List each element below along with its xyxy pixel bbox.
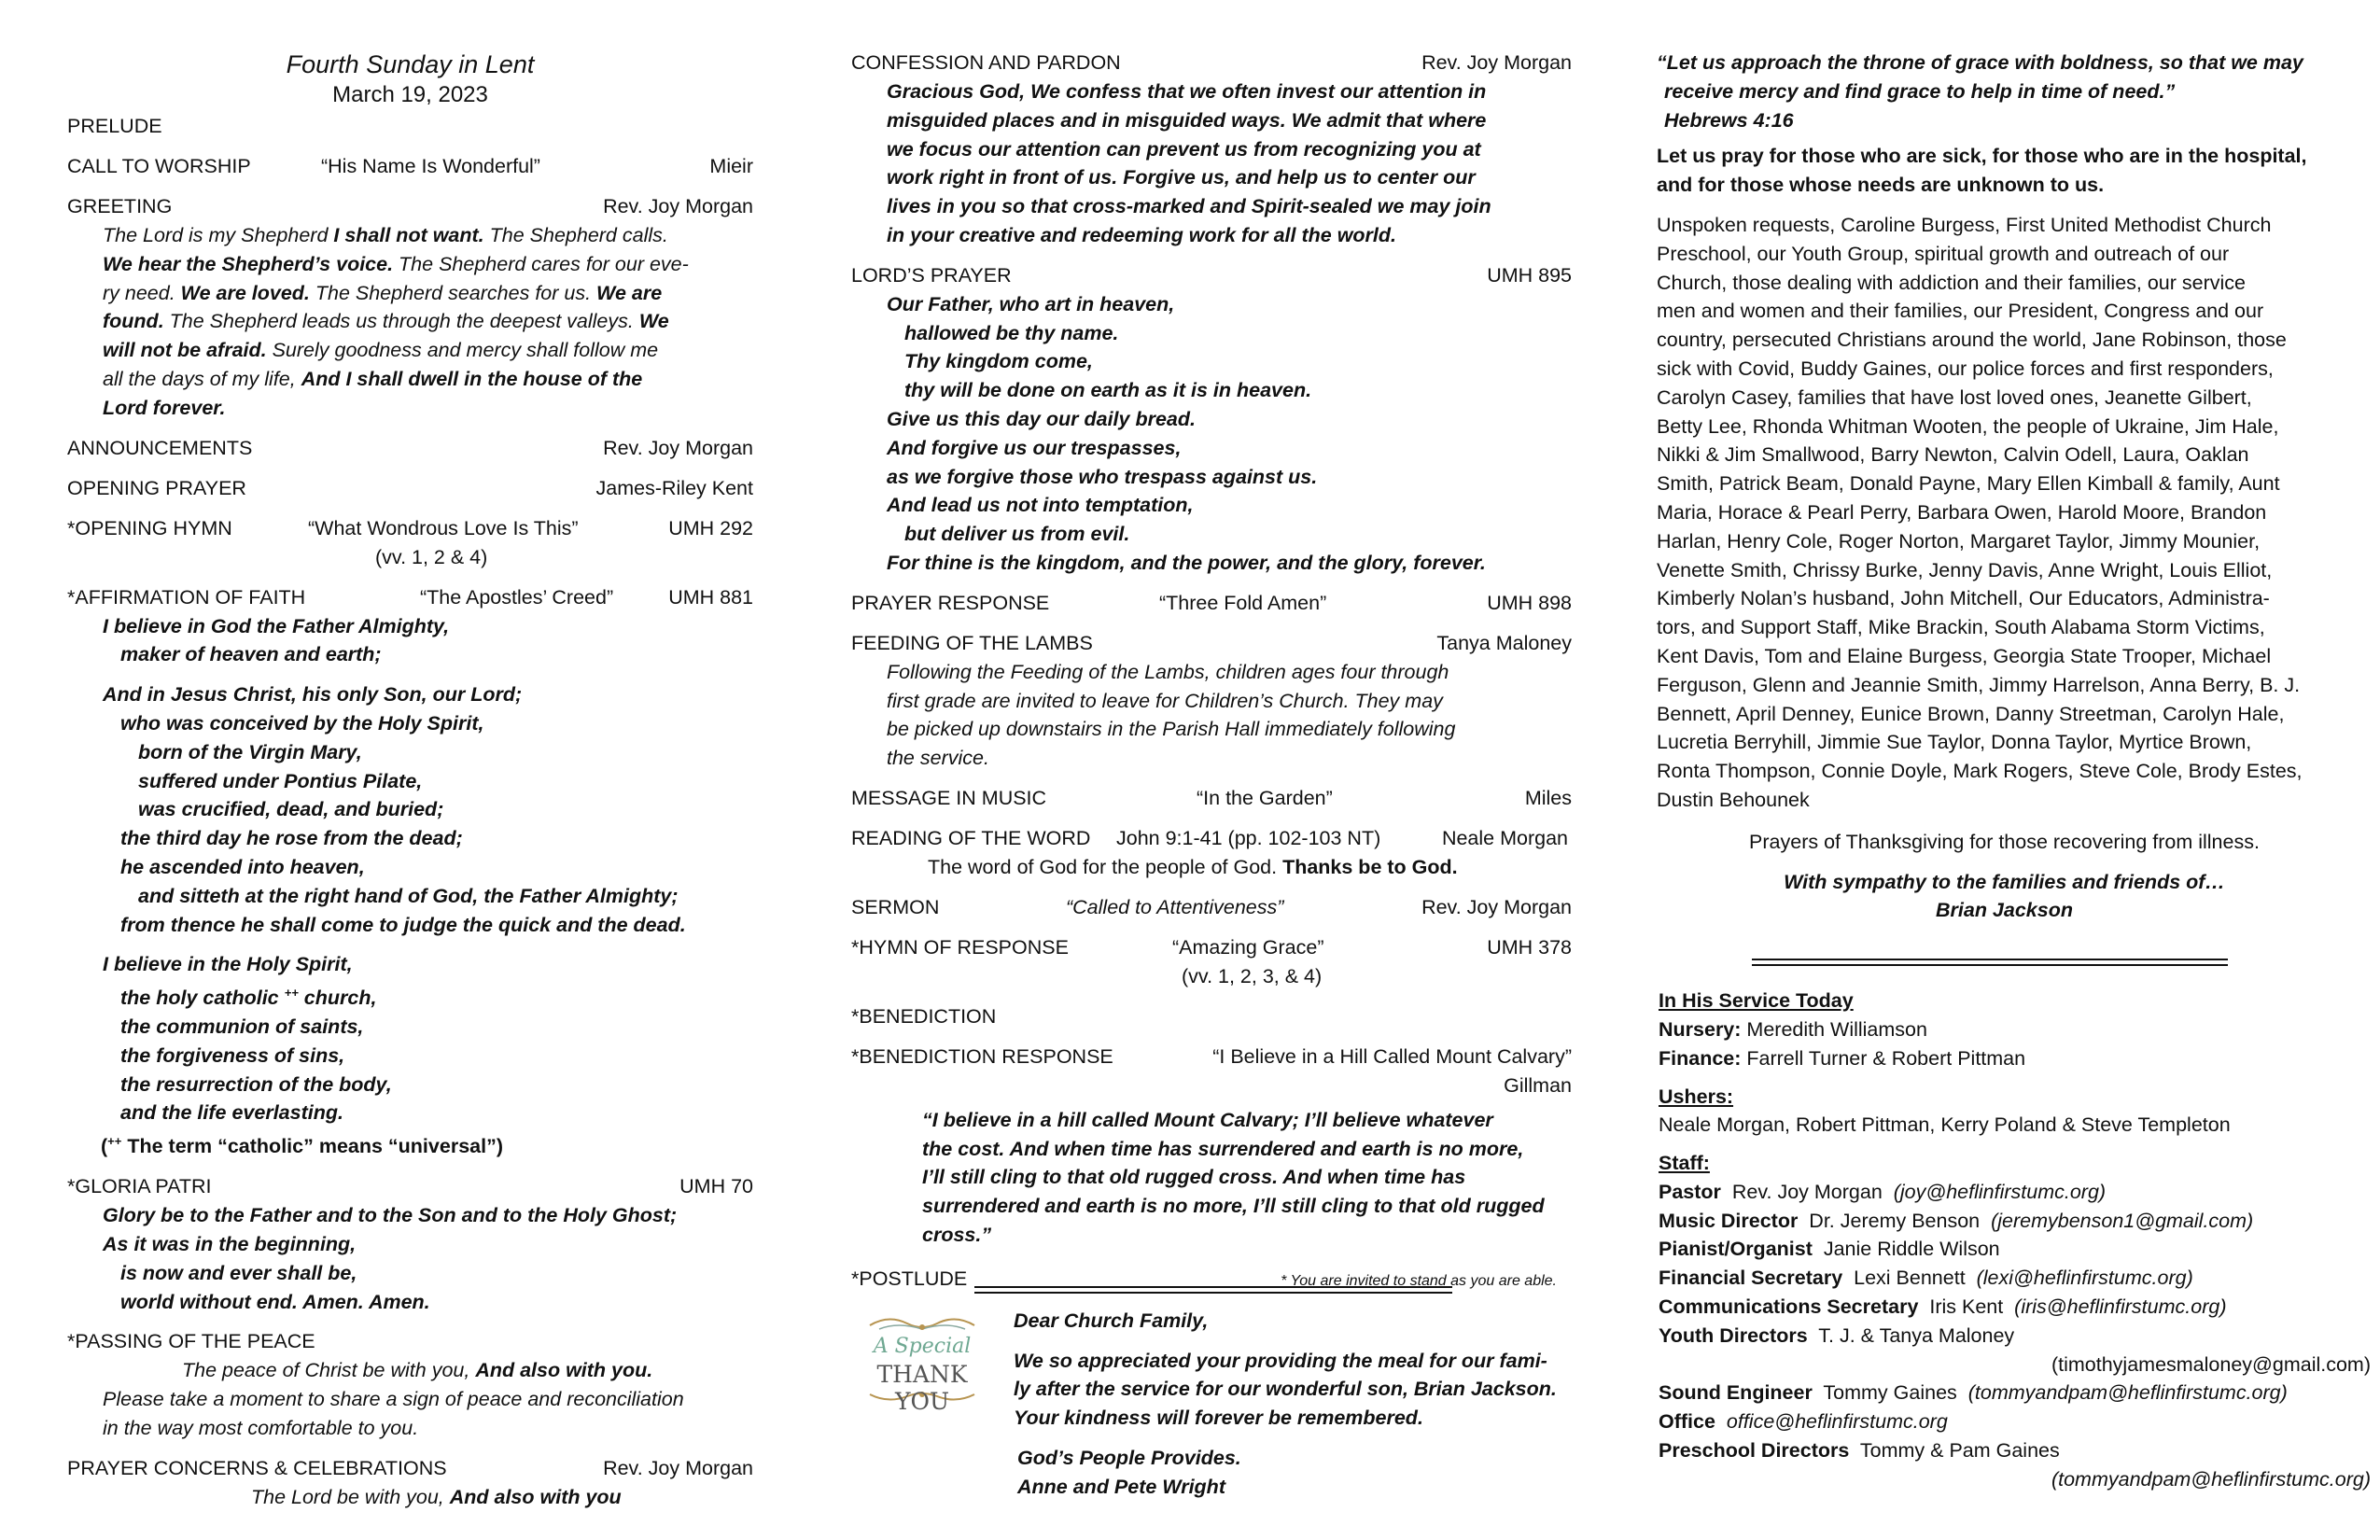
thank-you-logo [851,1312,993,1415]
opening-hymn-number: UMH 292 [668,516,753,539]
greeting-leader: Rev. Joy Morgan [603,195,753,217]
catholic-footnote [101,1127,753,1161]
greeting-responsive-text [103,221,753,423]
affirmation-row [67,583,753,612]
staff-name: Tommy & Pam Gaines [1849,1439,2060,1463]
staff-email: (lexi@heflinfirstumc.org) [1976,1267,2193,1290]
peace-line: in the way most comfortable to you. [103,1417,419,1440]
staff-role: Preschool Directors [1659,1439,1850,1463]
staff-role: Pastor [1659,1180,1721,1203]
response-text: Lord forever. [103,396,226,419]
prayer-line: Our Father, who art in heaven, [887,292,1175,315]
benediction-response-label: *BENEDICTION RESPONSE [851,1044,1113,1068]
staff-name: Lexi Bennett [1842,1267,1977,1290]
peace-label: *PASSING OF THE PEACE [67,1330,315,1353]
benediction-label: *BENEDICTION [851,1004,997,1028]
staff-name [1715,1410,1727,1433]
prayer-line: Thy kingdom come, [904,350,1093,373]
peace-line: Please take a moment to share a sign of peace and reconciliation [103,1388,684,1411]
prayer-and-staff-column [1657,49,2371,1494]
creed-line: the resurrection of the body, [120,1072,392,1096]
lyric-line: “I believe in a hill called Mount Calvary; I’ll believe whatever [922,1108,1493,1131]
affirmation-label: *AFFIRMATION OF FAITH [67,585,306,609]
prayer-line: For thine is the kingdom, and the power, and the glory, forever. [887,551,1486,574]
staff-line [1659,1436,2352,1465]
staff-email: (joy@heflinfirstumc.org) [1893,1180,2107,1203]
staff-role: Sound Engineer [1659,1381,1813,1405]
scripture-quote [1657,49,2352,134]
confession-leader: Rev. Joy Morgan [1421,51,1572,74]
confession-line: in your creative and redeeming work for all the world. [887,223,1396,246]
prayer-request-line: Kent Davis, Tom and Elaine Burgess, Georgia State Trooper, Michael [1657,644,2272,667]
logo-line-a: A Special [873,1334,972,1358]
lords-prayer-label: LORD’S PRAYER [851,263,1012,287]
prayer-line: thy will be done on earth as it is in heaven. [904,379,1312,402]
hymn-response-row [851,933,1572,962]
prayer-response-title: “Three Fold Amen” [1159,591,1327,614]
gloria-row [67,1172,753,1201]
confession-line: work right in front of us. Forgive us, and help us to center our [887,166,1476,189]
gloria-line: As it was in the beginning, [103,1233,357,1256]
prayer-request-line: Ferguson, Glenn and Jeannie Smith, Jimmy Harrelson, Anna Berry, B. J. [1657,673,2301,696]
creed-part-2 [103,680,753,939]
prayer-request-line: country, persecuted Christians around the world, Jane Robinson, those [1657,329,2287,352]
prelude-row [67,112,753,141]
staff-name: Tommy Gaines [1812,1381,1968,1405]
opening-prayer-row [67,474,753,503]
gloria-line: Glory be to the Father and to the Son and to the Holy Ghost; [103,1204,678,1227]
sympathy-line: With sympathy to the families and friends of… [1784,870,2225,893]
prayer-request-line: Ronta Thompson, Connie Doyle, Mark Rogers, Steve Cole, Brody Estes, [1657,760,2303,783]
greeting-line [103,279,753,308]
announcements-leader: Rev. Joy Morgan [603,436,753,459]
peace-row [67,1327,753,1356]
staff-role: Financial Secretary [1659,1267,1843,1290]
hymn-response-number: UMH 378 [1487,935,1572,959]
staff-line [1659,1293,2352,1322]
greeting-row [67,192,753,221]
feeding-lambs-row [851,629,1572,658]
response-text: I shall not want. [333,224,484,246]
leader-text: all the days of my life, [103,367,301,390]
prayer-response-row [851,589,1572,618]
staff-name: Iris Kent [1918,1295,2015,1319]
response-text: will not be afraid. [103,339,267,362]
staff-role: Office [1659,1410,1715,1434]
sermon-row [851,893,1572,922]
nursery-label: Nursery: [1659,1017,1742,1041]
finance-label: Finance: [1659,1046,1742,1070]
staff-line [1659,1235,2352,1264]
footnote-mark: ++ [107,1134,122,1149]
greeting-line [103,336,753,365]
thank-you-section [851,1307,1572,1521]
prayer-request-line: Nikki & Jim Smallwood, Barry Newton, Calvin Odell, Laura, Oaklan [1657,443,2249,467]
lords-prayer-text [887,290,1572,578]
prayer-concerns-row [67,1454,753,1483]
staff-email: office@heflinfirstumc.org [1726,1410,1948,1434]
prayer-request-line: tors, and Support Staff, Mike Brackin, South Alabama Storm Victims, [1657,616,2265,639]
prayer-line: but deliver us from evil. [904,523,1130,546]
lambs-line: first grade are invited to leave for Children’s Church. They may [887,689,1443,712]
gloria-line: is now and ever shall be, [120,1261,357,1284]
gloria-text [103,1201,753,1316]
call-to-worship-row [67,152,753,181]
creed-line: from thence he shall come to judge the quick and the dead. [120,913,686,936]
thanksgiving-line: Prayers of Thanksgiving for those recovering from illness. [1749,830,2260,853]
prayer-line: Give us this day our daily bread. [887,407,1196,430]
prayer-requests-list [1657,211,2352,815]
creed-line: the forgiveness of sins, [120,1043,345,1067]
prayer-request-line: Smith, Patrick Beam, Donald Payne, Mary Ellen Kimball & family, Aunt [1657,472,2280,496]
peace-call: The peace of Christ be with you, [182,1359,476,1382]
prayer-line: And lead us not into temptation, [887,494,1194,517]
reading-passage: John 9:1-41 (pp. 102-103 NT) [1116,826,1381,849]
peace-line [103,1356,753,1385]
benediction-response-title: “I Believe in a Hill Called Mount Calvary” [1212,1044,1572,1068]
reading-reader: Neale Morgan [1441,826,1568,849]
feeding-lambs-text [887,658,1572,773]
ushers-heading: Ushers: [1659,1085,1734,1108]
letter-greeting: Dear Church Family, [1014,1309,1209,1332]
opening-hymn-title: “What Wondrous Love Is This” [308,516,579,539]
creed-line: I believe in God the Father Almighty, [103,614,450,637]
staff-name: Rev. Joy Morgan [1720,1180,1894,1203]
staff-name: Dr. Jeremy Benson [1798,1209,1992,1232]
confession-line: Gracious God, We confess that we often invest our attention in [887,80,1487,103]
hymn-response-verses: (vv. 1, 2, 3, & 4) [1182,964,1323,987]
feeding-lambs-leader: Tanya Maloney [1436,631,1572,654]
message-music-composer: Miles [1524,786,1572,809]
prayer-request-line: Lucretia Berryhill, Jimmie Sue Taylor, Donna Taylor, Myrtice Brown, [1657,731,2252,754]
lyric-line: cross.” [922,1223,992,1246]
quote-line: receive mercy and find grace to help in time of need.” [1664,79,2176,103]
hymn-response-verses-row [851,962,1572,991]
leader-text: The Lord is my Shepherd [103,224,334,246]
prayer-intro-line: Let us pray for those who are sick, for those who are in the hospital, [1657,145,2307,168]
creed-line: was crucified, dead, and buried; [138,798,444,821]
benediction-response-composer: Gillman [1504,1073,1572,1097]
postlude-label: *POSTLUDE [851,1267,968,1290]
affirmation-number: UMH 881 [668,585,753,609]
staff-divider [1752,959,2228,966]
confession-line: misguided places and in misguided ways. We admit that where [887,108,1487,132]
staff-name: T. J. & Tanya Maloney [1807,1323,2015,1347]
thank-you-letter [1014,1307,1574,1502]
lords-prayer-number: UMH 895 [1487,263,1572,287]
creed-line: born of the Virgin Mary, [138,740,362,763]
feeding-lambs-label: FEEDING OF THE LAMBS [851,631,1093,654]
confession-text [887,77,1572,250]
nursery-line [1659,1015,2352,1044]
bulletin-title: Fourth Sunday in Lent [286,50,535,78]
staff-name: Janie Riddle Wilson [1812,1238,2000,1261]
calvary-lyrics [922,1106,1572,1250]
youth-email: (timothyjamesmaloney@gmail.com) [2051,1352,2371,1376]
greeting-line [103,365,753,394]
prayer-concerns-label: PRAYER CONCERNS & CELEBRATIONS [67,1456,447,1479]
prelude-label: PRELUDE [67,115,162,137]
staff-line [1659,1178,2352,1207]
confession-row [851,49,1572,77]
prayer-request-line: men and women and their families, our President, Congress and our [1657,300,2264,323]
staff-email: (tommyandpam@heflinfirstumc.org) [1967,1381,2288,1405]
confession-line: we focus our attention can prevent us from recognizing you at [887,137,1481,161]
creed-part-1 [103,612,753,670]
preschool-email: (tommyandpam@heflinfirstumc.org) [2051,1467,2371,1491]
greeting-line [103,250,753,279]
opening-hymn-verses: (vv. 1, 2 & 4) [375,545,488,568]
message-music-title: “In the Garden” [1197,786,1333,809]
sympathy-name: Brian Jackson [1936,899,2073,922]
opening-hymn-verses-row [67,543,753,572]
creed-line: he ascended into heaven, [120,855,365,878]
opening-prayer-label: OPENING PRAYER [67,476,246,499]
creed-line: who was conceived by the Holy Spirit, [120,711,484,735]
quote-line: “Let us approach the throne of grace with boldness, so that we may [1657,51,2303,74]
prayer-intro-line: and for those whose needs are unknown to us. [1657,174,2105,197]
creed-line: I believe in the Holy Spirit, [103,953,353,976]
prayer-request-line: Carolyn Casey, families that have lost loved ones, Jeanette Gilbert, [1657,385,2252,409]
prayer-line: hallowed be thy name. [904,321,1119,344]
gloria-number: UMH 70 [679,1175,753,1198]
footnote-text: The term “catholic” means “universal”) [121,1135,503,1158]
opening-hymn-row [67,514,753,543]
staff-line [1659,1207,2352,1236]
opening-prayer-leader: James-Riley Kent [595,476,753,499]
letter-line: We so appreciated your providing the meal for our fami- [1014,1349,1547,1372]
staff-email: (jeremybenson1@gmail.com) [1991,1209,2254,1232]
prayer-request-line: sick with Covid, Buddy Gaines, our police forces and first responders, [1657,357,2274,380]
catholic-footnote-mark: ++ [284,986,299,1001]
order-of-worship-column-2 [851,49,1572,1521]
staff-role: Communications Secretary [1659,1295,1919,1319]
prayer-request-line: Harlan, Henry Cole, Roger Norton, Margaret Taylor, Jimmy Mounier, [1657,529,2261,553]
creed-line: maker of heaven and earth; [120,643,382,666]
prayer-request-line: Bennett, April Denney, Eunice Brown, Danny Streetman, Carolyn Hale, [1657,702,2285,725]
nursery-value: Meredith Williamson [1741,1017,1927,1041]
letter-closing-1: God’s People Provides. [1017,1446,1241,1469]
response-text: We are loved. [180,281,310,304]
prayer-request-line: Betty Lee, Rhonda Whitman Wooten, the people of Ukraine, Jim Hale, [1657,414,2279,438]
response-text: found. [103,310,164,333]
creed-line: And in Jesus Christ, his only Son, our Lord; [103,683,523,707]
prayer-request-line: Preschool, our Youth Group, spiritual growth and outreach of our [1657,242,2230,265]
message-music-label: MESSAGE IN MUSIC [851,786,1047,809]
prayer-request-line: Unspoken requests, Caroline Burgess, First United Methodist Church [1657,213,2272,236]
quote-reference: Hebrews 4:16 [1664,108,1794,132]
leader-text: The Shepherd cares for our eve- [393,252,689,275]
leader-text: The Shepherd calls. [483,224,668,246]
finance-value: Farrell Turner & Robert Pittman [1741,1046,2026,1070]
hymn-response-title: “Amazing Grace” [1172,935,1324,959]
call-to-worship-composer: Mieir [709,155,753,177]
hymn-response-label: *HYMN OF RESPONSE [851,935,1069,959]
message-music-row [851,784,1572,813]
greeting-line [103,307,753,336]
sermon-title: “Called to Attentiveness” [1066,895,1284,918]
prayer-response-number: UMH 898 [1487,591,1572,614]
letter-closing-2: Anne and Pete Wright [1017,1475,1225,1498]
service-today [1657,987,2371,1494]
service-heading: In His Service Today [1659,989,1854,1013]
sermon-label: SERMON [851,895,940,918]
lyric-line: the cost. And when time has surrendered and earth is no more, [922,1137,1524,1160]
staff-role: Pianist/Organist [1659,1238,1813,1261]
prayer-line: as we forgive those who trespass against us. [887,465,1318,488]
reading-people-response: Thanks be to God. [1282,855,1458,878]
confession-label: CONFESSION AND PARDON [851,51,1121,74]
prayer-request-line: Church, those dealing with addiction and their families, our service [1657,271,2246,294]
staff-role: Youth Directors [1659,1323,1808,1347]
lyric-line: surrendered and earth is no more, I’ll still cling to that old rugged [922,1195,1545,1218]
creed-line: and the life everlasting. [120,1101,343,1125]
announcements-row [67,434,753,463]
logo-line-b: THANK YOU [876,1360,968,1415]
sermon-leader: Rev. Joy Morgan [1421,895,1572,918]
concerns-response: And also with you [449,1485,622,1508]
creed-part-3 [103,950,753,1127]
opening-hymn-label: *OPENING HYMN [67,516,232,539]
staff-role: Music Director [1659,1209,1799,1232]
prayer-concerns-text [251,1483,753,1512]
creed-line: and sitteth at the right hand of God, the Father Almighty; [138,884,679,907]
stand-note: * You are invited to stand as you are able. [1281,1272,1557,1289]
confession-line: lives in you so that cross-marked and Spirit-sealed we may join [887,195,1491,218]
ushers-names: Neale Morgan, Robert Pittman, Kerry Poland & Steve Templeton [1659,1113,2231,1137]
lambs-line: Following the Feeding of the Lambs, children ages four through [887,660,1449,683]
peace-response: And also with you. [475,1359,653,1382]
letter-line: Your kindness will forever be remembered. [1014,1407,1423,1430]
greeting-label: GREETING [67,195,173,217]
postlude-row [851,1265,1572,1294]
response-text: We are [596,281,663,304]
benediction-response-row [851,1043,1572,1071]
reading-row [851,824,1572,853]
lords-prayer-row [851,261,1572,290]
peace-text [103,1356,753,1442]
benediction-response-composer-row [851,1071,1572,1100]
creed-line [103,979,753,1013]
staff-line [1659,1264,2352,1293]
call-to-worship-label: CALL TO WORSHIP [67,155,251,177]
prayer-response-label: PRAYER RESPONSE [851,591,1050,614]
order-of-worship-column-1 [67,49,753,1512]
creed-line: the third day he rose from the dead; [120,827,463,850]
staff-email: (iris@heflinfirstumc.org) [2014,1295,2227,1319]
staff-heading: Staff: [1659,1152,1710,1175]
staff-line [1659,1322,2352,1351]
creed-catholic-pre: the holy catholic [120,987,285,1010]
reading-response [928,853,1572,882]
creed-line: suffered under Pontius Pilate, [138,769,423,792]
leader-text: Surely goodness and mercy shall follow me [266,339,659,362]
lambs-line: the service. [887,747,989,770]
response-text: We [638,310,669,333]
staff-line [1659,1407,2352,1436]
gloria-label: *GLORIA PATRI [67,1175,212,1198]
prayer-concerns-leader: Rev. Joy Morgan [603,1456,753,1479]
creed-catholic-post: church, [298,987,377,1010]
finance-line [1659,1044,2352,1073]
letter-line: ly after the service for our wonderful son, Brian Jackson. [1014,1378,1557,1401]
lambs-line: be picked up downstairs in the Parish Hall immediately following [887,718,1456,741]
call-to-worship-song: “His Name Is Wonderful” [321,155,540,177]
leader-text: The Shepherd searches for us. [309,281,597,304]
leader-text: ry need. [103,281,181,304]
lyric-line: I’ll still cling to that old rugged cross. And when time has [922,1166,1466,1189]
reading-call: The word of God for the people of God. [928,855,1283,878]
concerns-call: The Lord be with you, [251,1485,450,1508]
reading-label: READING OF THE WORD [851,826,1091,849]
response-text: And I shall dwell in the house of the [301,367,643,390]
prayer-line: And forgive us our trespasses, [887,436,1182,459]
prayer-request-line: Maria, Horace & Pearl Perry, Barbara Owen, Harold Moore, Brandon [1657,500,2267,524]
greeting-line [103,394,753,423]
prayer-request-line: Kimberly Nolan’s husband, John Mitchell, Our Educators, Administra- [1657,587,2270,610]
prayer-request-line: Dustin Behounek [1657,788,1810,811]
greeting-line [103,221,753,250]
gloria-line: world without end. Amen. Amen. [120,1290,430,1313]
bulletin-date: March 19, 2023 [332,82,488,107]
staff-line [1659,1379,2352,1407]
creed-line: the communion of saints, [120,1015,364,1039]
prayer-request-line: Venette Smith, Chrissy Burke, Jenny Davis, Anne Wright, Louis Elliot, [1657,558,2273,581]
benediction-row [851,1002,1572,1031]
leader-text: The Shepherd leads us through the deepest valleys. [163,310,639,333]
announcements-label: ANNOUNCEMENTS [67,436,253,459]
footnote-open: ( [101,1135,108,1158]
response-text: We hear the Shepherd’s voice. [103,252,394,275]
affirmation-title: “The Apostles’ Creed” [420,585,614,609]
prayer-intro [1657,142,2352,200]
